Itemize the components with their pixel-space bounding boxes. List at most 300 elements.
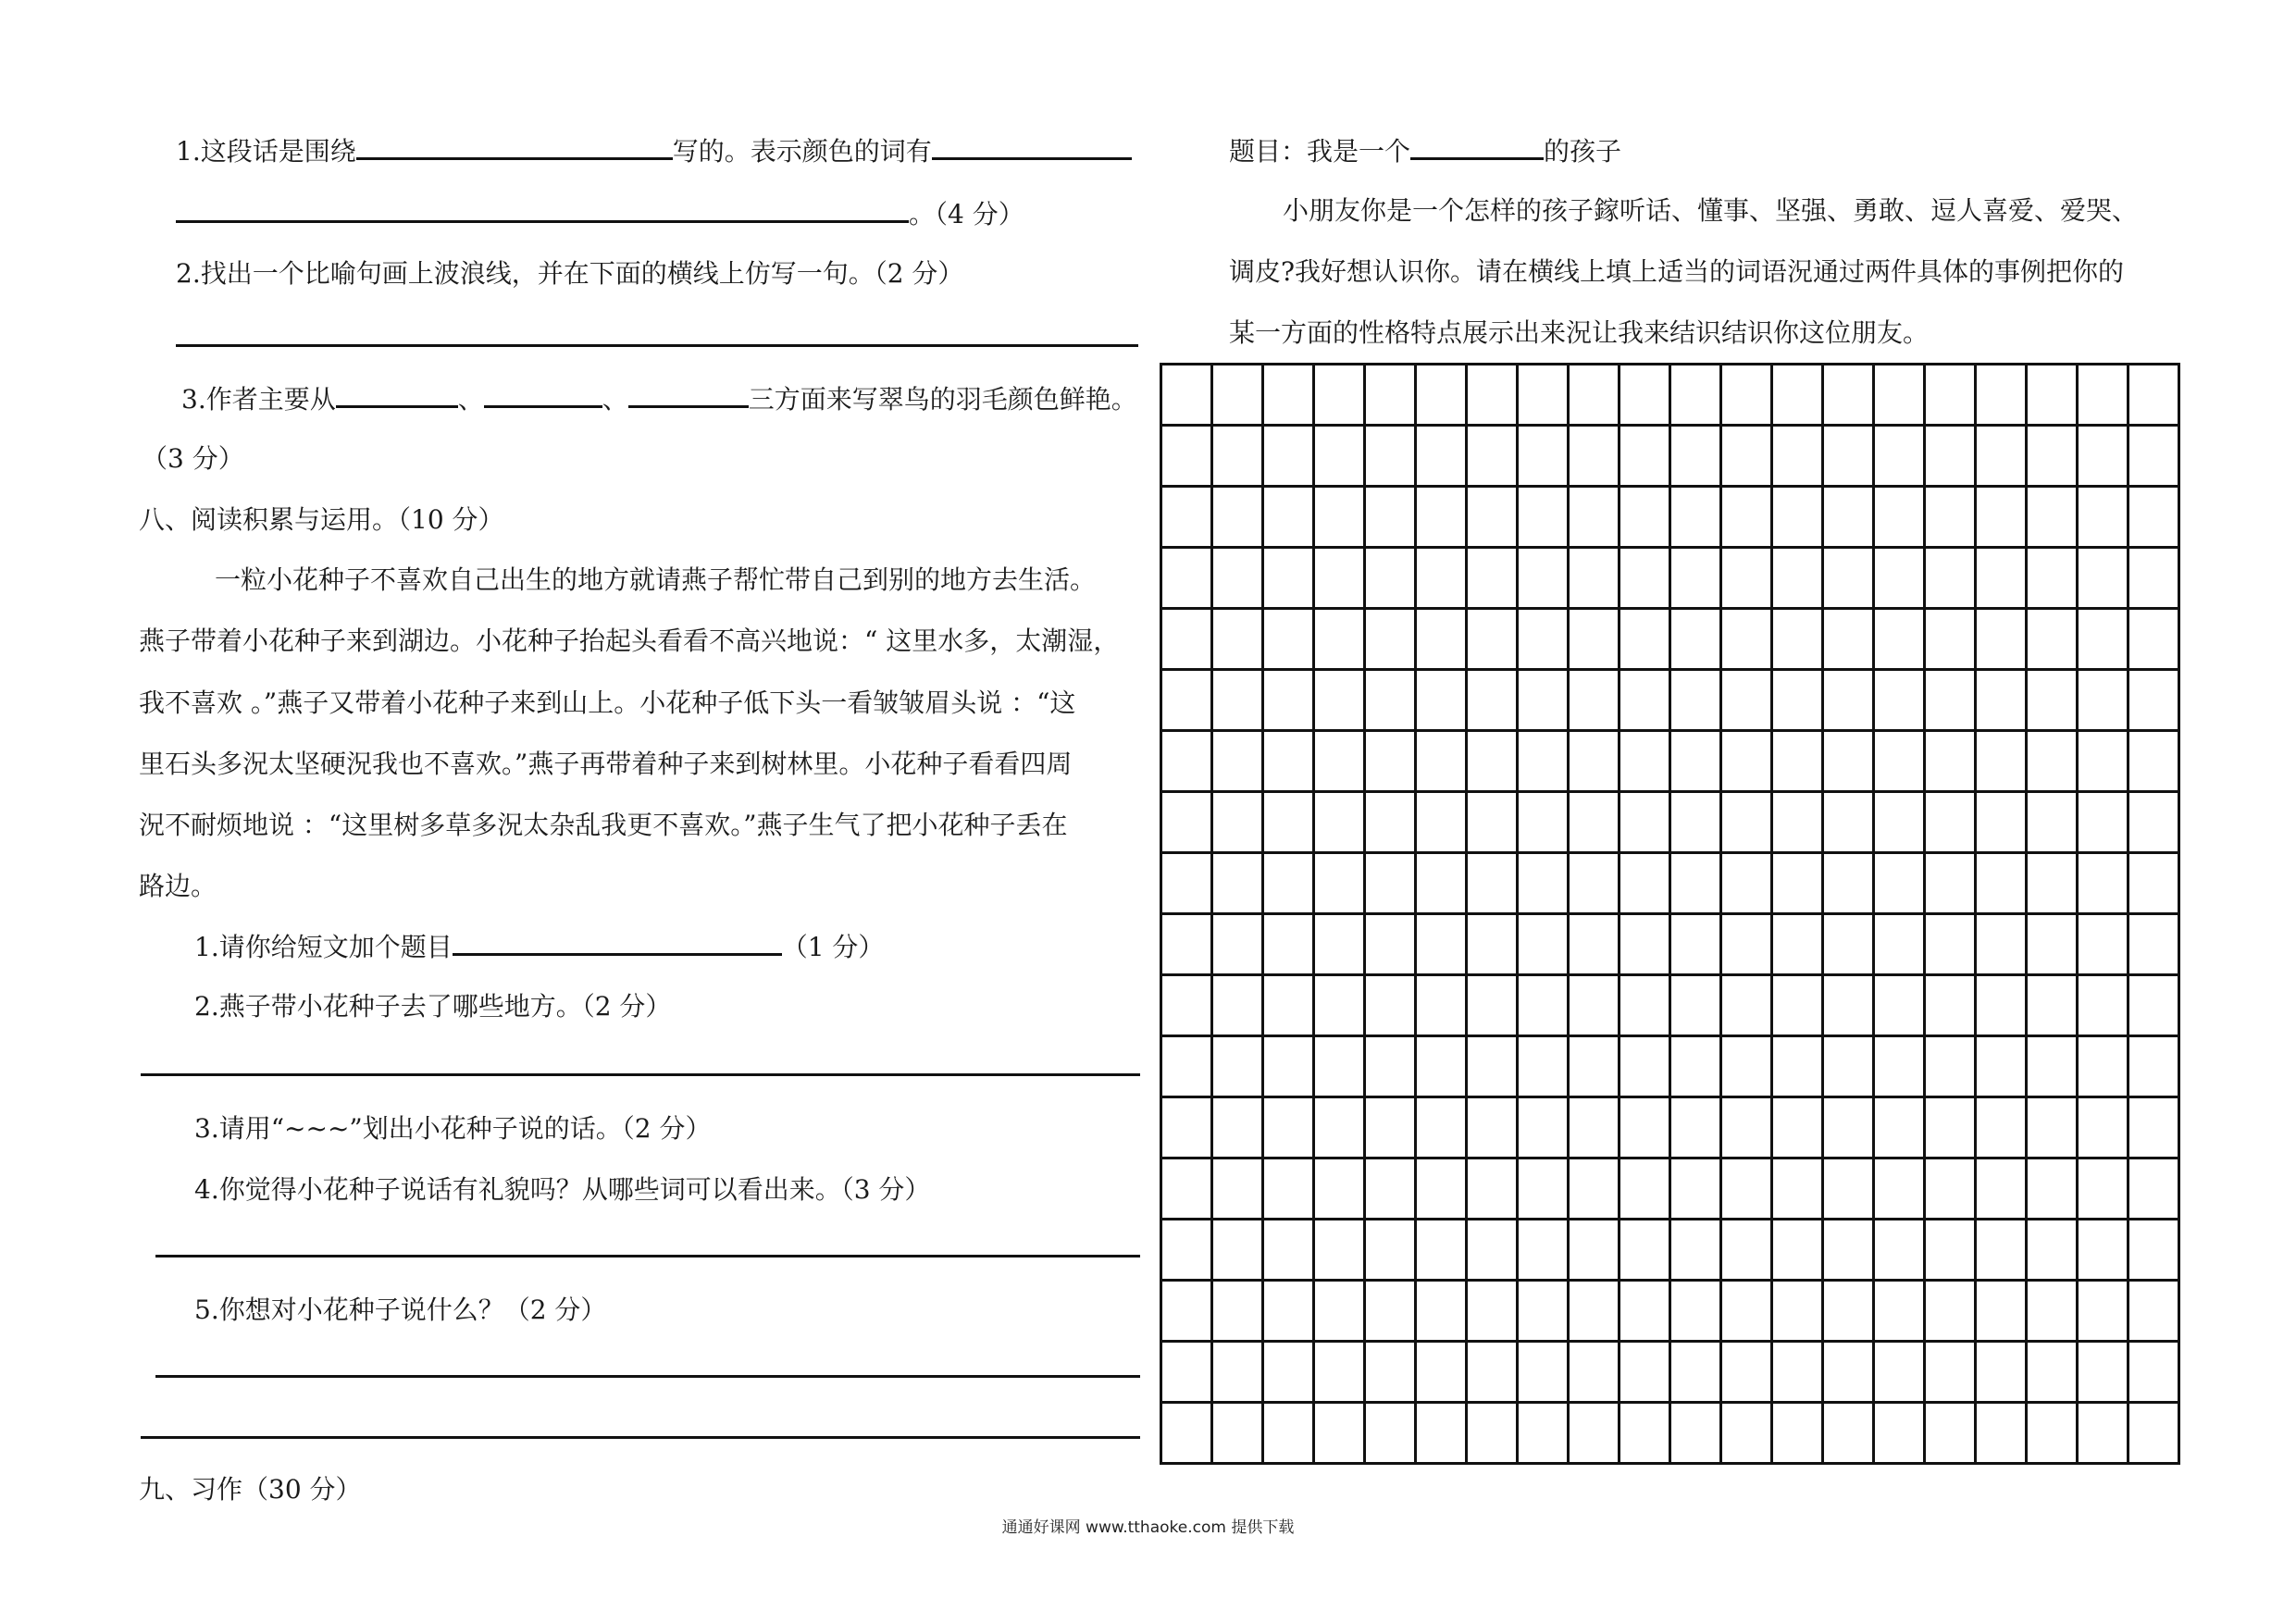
grid-cell[interactable] [1620,732,1671,793]
grid-cell[interactable] [1417,671,1468,732]
grid-cell[interactable] [1722,365,1773,427]
essay-writing-grid[interactable] [1160,363,2180,1465]
grid-cell[interactable] [1620,1037,1671,1098]
grid-cell[interactable] [1417,1098,1468,1159]
grid-cell[interactable] [1722,610,1773,671]
grid-cell[interactable] [1468,549,1519,610]
grid-cell[interactable] [2079,1159,2129,1220]
grid-cell[interactable] [2079,732,2129,793]
grid-cell[interactable] [1570,732,1620,793]
grid-cell[interactable] [1213,365,1264,427]
grid-cell[interactable] [1468,610,1519,671]
grid-cell[interactable] [1417,488,1468,549]
grid-cell[interactable] [1468,732,1519,793]
grid-cell[interactable] [1417,549,1468,610]
grid-cell[interactable] [1315,1404,1366,1465]
grid-cell[interactable] [1926,1220,1977,1282]
grid-cell[interactable] [2129,1220,2180,1282]
grid-cell[interactable] [1620,488,1671,549]
grid-cell[interactable] [1315,915,1366,976]
grid-cell[interactable] [1468,1343,1519,1404]
grid-cell[interactable] [1926,488,1977,549]
grid-cell[interactable] [1366,854,1417,915]
grid-cell[interactable] [1162,1404,1213,1465]
grid-cell[interactable] [1468,365,1519,427]
grid-cell[interactable] [1315,1098,1366,1159]
grid-cell[interactable] [1824,732,1875,793]
grid-cell[interactable] [1824,488,1875,549]
grid-cell[interactable] [1773,1220,1824,1282]
grid-cell[interactable] [1875,1282,1926,1343]
grid-cell[interactable] [1926,915,1977,976]
grid-cell[interactable] [2028,488,2079,549]
grid-cell[interactable] [1213,1159,1264,1220]
grid-cell[interactable] [1824,427,1875,488]
grid-cell[interactable] [1875,1037,1926,1098]
grid-cell[interactable] [1824,1098,1875,1159]
grid-cell[interactable] [1519,610,1570,671]
grid-cell[interactable] [1315,549,1366,610]
grid-cell[interactable] [1671,549,1722,610]
grid-cell[interactable] [2079,854,2129,915]
grid-cell[interactable] [1264,1343,1315,1404]
grid-cell[interactable] [1570,915,1620,976]
grid-cell[interactable] [1366,793,1417,854]
grid-cell[interactable] [1213,1098,1264,1159]
grid-cell[interactable] [1519,671,1570,732]
grid-cell[interactable] [1570,854,1620,915]
grid-cell[interactable] [1722,1220,1773,1282]
grid-cell[interactable] [2079,976,2129,1037]
grid-cell[interactable] [1570,549,1620,610]
grid-cell[interactable] [1264,427,1315,488]
grid-cell[interactable] [1722,976,1773,1037]
grid-cell[interactable] [1926,1343,1977,1404]
grid-cell[interactable] [1315,671,1366,732]
grid-cell[interactable] [1722,1404,1773,1465]
grid-cell[interactable] [1315,488,1366,549]
grid-cell[interactable] [1570,1343,1620,1404]
grid-cell[interactable] [1875,1098,1926,1159]
grid-cell[interactable] [2079,427,2129,488]
grid-cell[interactable] [2079,915,2129,976]
grid-cell[interactable] [1519,1343,1570,1404]
grid-cell[interactable] [1315,854,1366,915]
grid-cell[interactable] [1671,793,1722,854]
grid-cell[interactable] [1722,854,1773,915]
grid-cell[interactable] [1722,1159,1773,1220]
grid-cell[interactable] [1366,549,1417,610]
grid-cell[interactable] [1570,427,1620,488]
grid-cell[interactable] [1264,976,1315,1037]
grid-cell[interactable] [1926,793,1977,854]
grid-cell[interactable] [1824,610,1875,671]
grid-cell[interactable] [2028,976,2079,1037]
grid-cell[interactable] [1773,1282,1824,1343]
grid-cell[interactable] [1620,976,1671,1037]
grid-cell[interactable] [1315,1037,1366,1098]
grid-cell[interactable] [1773,1343,1824,1404]
q8-5-answer-line-2[interactable] [141,1436,1140,1439]
grid-cell[interactable] [1773,549,1824,610]
grid-cell[interactable] [1162,1343,1213,1404]
grid-cell[interactable] [1977,1159,2028,1220]
grid-cell[interactable] [1213,793,1264,854]
grid-cell[interactable] [1162,1098,1213,1159]
grid-cell[interactable] [1671,1220,1722,1282]
grid-cell[interactable] [1977,427,2028,488]
grid-cell[interactable] [1620,1343,1671,1404]
grid-cell[interactable] [1824,793,1875,854]
grid-cell[interactable] [2129,488,2180,549]
grid-cell[interactable] [2079,1220,2129,1282]
grid-cell[interactable] [1875,915,1926,976]
grid-cell[interactable] [1926,1037,1977,1098]
grid-cell[interactable] [1824,854,1875,915]
grid-cell[interactable] [1468,488,1519,549]
grid-cell[interactable] [1468,976,1519,1037]
grid-cell[interactable] [1213,610,1264,671]
grid-cell[interactable] [1570,1037,1620,1098]
grid-cell[interactable] [1824,671,1875,732]
grid-cell[interactable] [1977,1343,2028,1404]
grid-cell[interactable] [1519,1404,1570,1465]
grid-cell[interactable] [1162,610,1213,671]
grid-cell[interactable] [2028,1220,2079,1282]
grid-cell[interactable] [1977,793,2028,854]
grid-cell[interactable] [1570,1220,1620,1282]
grid-cell[interactable] [1162,549,1213,610]
grid-cell[interactable] [1366,1343,1417,1404]
grid-cell[interactable] [1213,854,1264,915]
grid-cell[interactable] [1162,1282,1213,1343]
grid-cell[interactable] [1366,1098,1417,1159]
grid-cell[interactable] [2028,365,2079,427]
grid-cell[interactable] [1722,1037,1773,1098]
grid-cell[interactable] [1213,549,1264,610]
grid-cell[interactable] [2129,854,2180,915]
grid-cell[interactable] [1926,427,1977,488]
grid-cell[interactable] [1875,793,1926,854]
grid-cell[interactable] [1315,1220,1366,1282]
grid-cell[interactable] [1162,915,1213,976]
grid-cell[interactable] [1875,1220,1926,1282]
grid-cell[interactable] [1162,1037,1213,1098]
grid-cell[interactable] [1977,976,2028,1037]
grid-cell[interactable] [2129,1098,2180,1159]
grid-cell[interactable] [1162,1159,1213,1220]
grid-cell[interactable] [1773,610,1824,671]
grid-cell[interactable] [1519,976,1570,1037]
grid-cell[interactable] [1620,1404,1671,1465]
grid-cell[interactable] [1519,427,1570,488]
grid-cell[interactable] [1264,488,1315,549]
grid-cell[interactable] [2028,427,2079,488]
grid-cell[interactable] [2079,793,2129,854]
grid-cell[interactable] [1264,854,1315,915]
grid-cell[interactable] [1264,1282,1315,1343]
grid-cell[interactable] [1620,427,1671,488]
grid-cell[interactable] [2129,732,2180,793]
grid-cell[interactable] [1417,1220,1468,1282]
grid-cell[interactable] [1977,1037,2028,1098]
grid-cell[interactable] [1824,1282,1875,1343]
grid-cell[interactable] [1417,1404,1468,1465]
grid-cell[interactable] [1162,365,1213,427]
grid-cell[interactable] [1264,1404,1315,1465]
grid-cell[interactable] [1570,976,1620,1037]
grid-cell[interactable] [1519,365,1570,427]
grid-cell[interactable] [1570,1282,1620,1343]
grid-cell[interactable] [1620,610,1671,671]
grid-cell[interactable] [1926,610,1977,671]
grid-cell[interactable] [1213,1404,1264,1465]
grid-cell[interactable] [1977,732,2028,793]
grid-cell[interactable] [1519,732,1570,793]
grid-cell[interactable] [2129,976,2180,1037]
grid-cell[interactable] [1977,671,2028,732]
grid-cell[interactable] [1671,427,1722,488]
grid-cell[interactable] [1366,427,1417,488]
grid-cell[interactable] [1519,1282,1570,1343]
grid-cell[interactable] [1620,1098,1671,1159]
grid-cell[interactable] [1468,1098,1519,1159]
grid-cell[interactable] [1773,915,1824,976]
grid-cell[interactable] [1417,1037,1468,1098]
grid-cell[interactable] [1620,671,1671,732]
grid-cell[interactable] [1875,427,1926,488]
grid-cell[interactable] [1773,976,1824,1037]
grid-cell[interactable] [1875,1343,1926,1404]
grid-cell[interactable] [2028,732,2079,793]
grid-cell[interactable] [1620,1282,1671,1343]
grid-cell[interactable] [1926,671,1977,732]
grid-cell[interactable] [1773,427,1824,488]
grid-cell[interactable] [1213,1343,1264,1404]
grid-cell[interactable] [1162,854,1213,915]
grid-cell[interactable] [2079,1037,2129,1098]
grid-cell[interactable] [1468,793,1519,854]
grid-cell[interactable] [1824,365,1875,427]
grid-cell[interactable] [1264,793,1315,854]
grid-cell[interactable] [1722,427,1773,488]
grid-cell[interactable] [1366,1037,1417,1098]
grid-cell[interactable] [1570,1404,1620,1465]
grid-cell[interactable] [2079,610,2129,671]
grid-cell[interactable] [1926,365,1977,427]
grid-cell[interactable] [1315,793,1366,854]
grid-cell[interactable] [1620,793,1671,854]
grid-cell[interactable] [1620,1159,1671,1220]
grid-cell[interactable] [1519,1037,1570,1098]
q7-1-blank-colors-cont[interactable] [176,194,909,223]
grid-cell[interactable] [1570,365,1620,427]
grid-cell[interactable] [1620,365,1671,427]
grid-cell[interactable] [1671,854,1722,915]
q7-1-blank-topic[interactable] [356,131,673,160]
grid-cell[interactable] [1620,1220,1671,1282]
grid-cell[interactable] [1671,732,1722,793]
grid-cell[interactable] [2129,793,2180,854]
grid-cell[interactable] [1926,1098,1977,1159]
grid-cell[interactable] [1315,1343,1366,1404]
grid-cell[interactable] [1875,976,1926,1037]
grid-cell[interactable] [2079,549,2129,610]
grid-cell[interactable] [2079,488,2129,549]
grid-cell[interactable] [1671,365,1722,427]
grid-cell[interactable] [1519,488,1570,549]
grid-cell[interactable] [1213,488,1264,549]
grid-cell[interactable] [1213,1037,1264,1098]
grid-cell[interactable] [2028,1343,2079,1404]
grid-cell[interactable] [1977,549,2028,610]
grid-cell[interactable] [1213,915,1264,976]
grid-cell[interactable] [1264,610,1315,671]
grid-cell[interactable] [2028,1404,2079,1465]
grid-cell[interactable] [1315,1159,1366,1220]
grid-cell[interactable] [1468,1282,1519,1343]
q8-2-answer-line[interactable] [141,1073,1140,1076]
grid-cell[interactable] [1213,976,1264,1037]
grid-cell[interactable] [1722,732,1773,793]
grid-cell[interactable] [1264,1098,1315,1159]
grid-cell[interactable] [1162,488,1213,549]
grid-cell[interactable] [2129,1159,2180,1220]
grid-cell[interactable] [2129,1404,2180,1465]
grid-cell[interactable] [1824,1404,1875,1465]
grid-cell[interactable] [1773,1098,1824,1159]
grid-cell[interactable] [2129,610,2180,671]
q7-3-blank-1[interactable] [336,379,458,408]
grid-cell[interactable] [1671,671,1722,732]
grid-cell[interactable] [1366,915,1417,976]
grid-cell[interactable] [1264,365,1315,427]
grid-cell[interactable] [2079,1343,2129,1404]
grid-cell[interactable] [1773,732,1824,793]
grid-cell[interactable] [1570,1159,1620,1220]
grid-cell[interactable] [1366,488,1417,549]
grid-cell[interactable] [1162,732,1213,793]
grid-cell[interactable] [1773,854,1824,915]
grid-cell[interactable] [1315,732,1366,793]
q8-5-answer-line-1[interactable] [155,1375,1140,1378]
grid-cell[interactable] [1162,1220,1213,1282]
grid-cell[interactable] [1671,915,1722,976]
grid-cell[interactable] [1824,976,1875,1037]
grid-cell[interactable] [1875,365,1926,427]
grid-cell[interactable] [1519,1159,1570,1220]
grid-cell[interactable] [1417,427,1468,488]
grid-cell[interactable] [1824,1343,1875,1404]
grid-cell[interactable] [1417,976,1468,1037]
grid-cell[interactable] [2028,1037,2079,1098]
grid-cell[interactable] [1875,1159,1926,1220]
grid-cell[interactable] [1315,976,1366,1037]
grid-cell[interactable] [1213,732,1264,793]
grid-cell[interactable] [1417,793,1468,854]
grid-cell[interactable] [1875,1404,1926,1465]
grid-cell[interactable] [1722,1343,1773,1404]
grid-cell[interactable] [1773,793,1824,854]
grid-cell[interactable] [1213,427,1264,488]
grid-cell[interactable] [2028,1282,2079,1343]
grid-cell[interactable] [2079,671,2129,732]
grid-cell[interactable] [1162,976,1213,1037]
q7-3-blank-3[interactable] [628,379,749,408]
grid-cell[interactable] [1926,1159,1977,1220]
grid-cell[interactable] [1366,671,1417,732]
grid-cell[interactable] [2129,671,2180,732]
grid-cell[interactable] [1570,793,1620,854]
grid-cell[interactable] [1417,1282,1468,1343]
grid-cell[interactable] [1722,549,1773,610]
grid-cell[interactable] [1519,915,1570,976]
grid-cell[interactable] [1366,732,1417,793]
essay-title-blank[interactable] [1410,131,1544,160]
grid-cell[interactable] [1977,1098,2028,1159]
grid-cell[interactable] [1722,1098,1773,1159]
grid-cell[interactable] [1722,671,1773,732]
grid-cell[interactable] [1824,549,1875,610]
grid-cell[interactable] [2028,854,2079,915]
grid-cell[interactable] [1468,1220,1519,1282]
grid-cell[interactable] [2129,915,2180,976]
grid-cell[interactable] [1264,549,1315,610]
grid-cell[interactable] [1417,1343,1468,1404]
grid-cell[interactable] [1366,610,1417,671]
grid-cell[interactable] [1417,732,1468,793]
grid-cell[interactable] [1366,1404,1417,1465]
grid-cell[interactable] [1162,793,1213,854]
q7-1-blank-colors[interactable] [932,131,1132,160]
grid-cell[interactable] [1315,427,1366,488]
grid-cell[interactable] [2079,1282,2129,1343]
grid-cell[interactable] [1570,610,1620,671]
grid-cell[interactable] [2079,365,2129,427]
grid-cell[interactable] [1468,427,1519,488]
grid-cell[interactable] [1366,1220,1417,1282]
grid-cell[interactable] [1213,671,1264,732]
grid-cell[interactable] [1264,671,1315,732]
q8-4-answer-line[interactable] [155,1255,1140,1258]
grid-cell[interactable] [1519,854,1570,915]
grid-cell[interactable] [2028,671,2079,732]
grid-cell[interactable] [1468,1404,1519,1465]
grid-cell[interactable] [2129,1343,2180,1404]
grid-cell[interactable] [1824,1037,1875,1098]
grid-cell[interactable] [1875,854,1926,915]
grid-cell[interactable] [1773,365,1824,427]
grid-cell[interactable] [1315,365,1366,427]
grid-cell[interactable] [1519,549,1570,610]
grid-cell[interactable] [1875,610,1926,671]
grid-cell[interactable] [1468,915,1519,976]
grid-cell[interactable] [1264,732,1315,793]
grid-cell[interactable] [1977,1282,2028,1343]
grid-cell[interactable] [1671,1343,1722,1404]
grid-cell[interactable] [2129,1037,2180,1098]
grid-cell[interactable] [1468,1159,1519,1220]
grid-cell[interactable] [1315,610,1366,671]
grid-cell[interactable] [1417,1159,1468,1220]
grid-cell[interactable] [1519,1098,1570,1159]
grid-cell[interactable] [1926,854,1977,915]
grid-cell[interactable] [1875,671,1926,732]
q7-3-blank-2[interactable] [484,379,602,408]
grid-cell[interactable] [1468,854,1519,915]
grid-cell[interactable] [1926,732,1977,793]
grid-cell[interactable] [1671,1404,1722,1465]
